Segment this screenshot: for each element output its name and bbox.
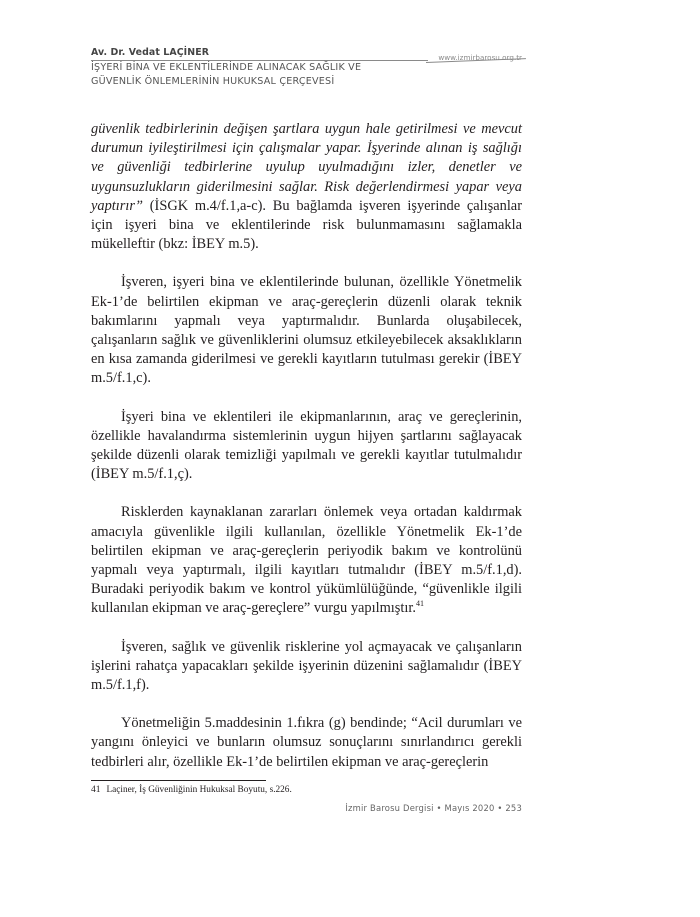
paragraph-6: Yönetmeliğin 5.maddesinin 1.fıkra (g) bendinde; “Acil durumları ve yangını önleyici ve bunların olumsuz sonuçlarını sınırlandırıcı gerekli tedbirleri alır, özellikle Ek-1’de belirtilen ekipman ve araç-gereçlerin: [91, 715, 522, 770]
footer-journal: İzmir Barosu Dergisi • Mayıs 2020 •: [345, 803, 503, 813]
header-running-title: [91, 61, 421, 88]
footnote-separator: [91, 780, 266, 781]
paragraph-2: İşveren, işyeri bina ve eklentilerinde bulunan, özellikle Yönetmelik Ek-1’de belirtilen ekipman ve araç-gereçlerin düzenli olarak teknik bakımlarını yapmalı veya yaptırmalıdır. Bunlarda oluşabilecek, çalışanların sağlık ve güvenliklerini olumsuz etkileyebilecek aksaklıkların en kısa zamanda giderilmesi ve gerekli kayıtların tutulması gerekir (İBEY m.5/f.1,c).: [91, 274, 522, 387]
footnote-reference[interactable]: 41: [416, 599, 424, 609]
paragraph-1-quote: güvenlik tedbirlerinin değişen şartlara uygun hale getirilmesi ve mevcut durumun iyileştirilmesi için çalışmalar yapar. İşyerinde alınan iş sağlığı ve güvenliği tedbirlerine uyulup uyulmadığını izler, denetler ve uygunsuzlukların giderilmesini sağlar. Risk değerlendirmesi yapar veya yaptırır”: [91, 121, 522, 214]
paragraph-5: İşveren, sağlık ve güvenlik risklerine yol açmayacak ve çalışanların işlerini rahatça yapacakları şekilde işyerinin düzenini sağlamalıdır (İBEY m.5/f.1,f).: [91, 638, 522, 694]
header-title-line-2: GÜVENLİK ÖNLEMLERİNİN HUKUKSAL ÇERÇEVESİ: [91, 75, 335, 87]
header-url: www.izmirbarosu.org.tr: [438, 53, 522, 62]
footer-page-number: 253: [505, 803, 522, 813]
footnote-text: Laçiner, İş Güvenliğinin Hukuksal Boyutu, s.226.: [106, 785, 292, 795]
footnote: [91, 785, 521, 795]
paragraph-3: İşyeri bina ve eklentileri ile ekipmanlarının, araç ve gereçlerinin, özellikle havalandırma sistemlerinin uygun hijyen şartlarını sağlayacak şekilde düzenli olarak temizliği yapılmalı ve gerekli kayıtlar tutulmalıdır (İBEY m.5/f.1,ç).: [91, 408, 522, 483]
footnote-number: 41: [91, 785, 101, 795]
article-body: [91, 120, 522, 772]
header-author: Av. Dr. Vedat LAÇİNER: [91, 47, 210, 58]
paragraph-1-rest: (İSGK m.4/f.1,a-c). Bu bağlamda işveren işyerinde çalışanlar için işyeri bina ve eklentilerinde risk bulunmamasını sağlamakla mükelleftir (bkz: İBEY m.5).: [91, 197, 522, 253]
paragraph-4: [91, 503, 522, 618]
header-title-line-1: İŞYERİ BİNA VE EKLENTİLERİNDE ALINACAK SAĞLIK VE: [91, 62, 362, 73]
page-footer: [300, 803, 522, 813]
paragraph-1: [91, 120, 522, 254]
paragraph-4-text: Risklerden kaynaklanan zararları önlemek veya ortadan kaldırmak amacıyla güvenlikle ilgili kullanılan, özellikle Yönetmelik Ek-1’de belirtilen ekipman ve araç-gereçlerin periyodik bakım ve kontrolünü yapmalı veya yaptırmalı, ilgili kayıtları tutmalıdır (İBEY m.5/f.1,d). Buradaki periyodik bakım ve kontrol yükümlülüğünde, “güvenlikle ilgili kullanılan ekipman ve araç-gereçlere” vurgu yapılmıştır.: [91, 504, 522, 617]
